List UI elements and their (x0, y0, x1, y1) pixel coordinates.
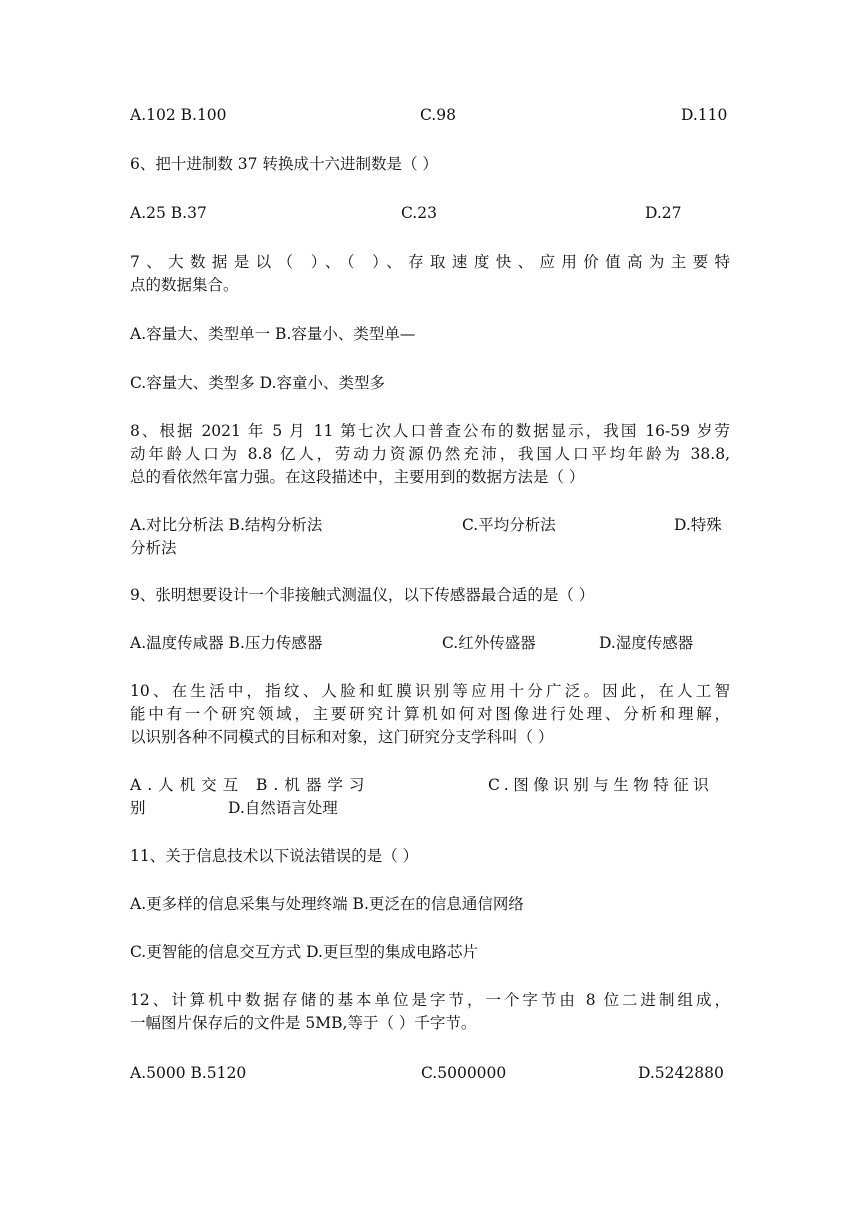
q10-option-a: A.人机交互 (130, 776, 245, 794)
q9-options-ab: A.温度传咸器 B.压力传感器 (130, 634, 323, 652)
q10-question-line3: 以识别各种不同模式的目标和对象，这门研究分支学科叫（ ） (130, 728, 554, 746)
q6-question: 6、把十进制数 37 转换成十六进制数是（ ） (130, 155, 438, 173)
q10-option-b: B.机器学习 (256, 776, 371, 794)
q10-question-line2: 能中有一个研究领域，主要研究计算机如何对图像进行处理、分析和理解， (130, 705, 730, 723)
q12-option-d: D.5242880 (638, 1064, 724, 1082)
q10-question-line1: 10、在生活中，指纹、人脸和虹膜识别等应用十分广泛。因此，在人工智 (130, 682, 730, 700)
q8-question-line1: 8、根据 2021 年 5 月 11 第七次人口普查公布的数据显示，我国 16-59 岁劳 (130, 422, 730, 440)
q12-question-line2: 一幅图片保存后的文件是 5MB,等于（ ）千字节。 (130, 1014, 477, 1032)
q8-options-ab: A.对比分析法 B.结构分析法 (130, 516, 323, 534)
q8-question-line3: 总的看依然年富力强。在这段描述中，主要用到的数据方法是（ ） (130, 468, 585, 486)
q11-question: 11、关于信息技术以下说法错误的是（ ） (130, 847, 419, 865)
q6-option-d: D.27 (645, 204, 682, 222)
q11-options-line1: A.更多样的信息采集与处理终端 B.更泛在的信息通信网络 (130, 895, 524, 913)
q11-options-line2: C.更智能的信息交互方式 D.更巨型的集成电路芯片 (130, 943, 478, 961)
q7-question-line1: 7、大数据是以（ ）、（ ）、存取速度快、应用价值高为主要特 (130, 253, 730, 271)
q8-option-d-cont: 分析法 (130, 539, 177, 557)
q10-option-c: C.图像识别与生物特征识 (488, 776, 714, 794)
q7-options-line2: C.容量大、类型多 D.容童小、类型多 (130, 374, 385, 392)
q7-question-line2: 点的数据集合。 (130, 276, 239, 294)
q6-options-ab: A.25 B.37 (130, 204, 207, 222)
q9-question: 9、张明想要设计一个非接触式测温仪，以下传感器最合适的是（ ） (130, 586, 595, 604)
q10-option-c-cont: 别 (130, 799, 146, 817)
q12-option-c: C.5000000 (421, 1064, 507, 1082)
q7-options-line1: A.容量大、类型单一 B.容量小、类型单— (130, 325, 416, 343)
q8-option-c: C.平均分析法 (462, 516, 556, 534)
q12-options-ab: A.5000 B.5120 (130, 1064, 247, 1082)
q10-option-d: D.自然语言处理 (228, 799, 338, 817)
q5-options-ab: A.102 B.100 (130, 106, 227, 124)
q8-question-line2: 动年龄人口为 8.8 亿人，劳动力资源仍然充沛，我国人口平均年龄为 38.8, (130, 445, 730, 463)
q5-option-c: C.98 (420, 106, 456, 124)
q8-option-d: D.特殊 (674, 516, 722, 534)
q9-option-c: C.红外传盛器 (442, 634, 536, 652)
q6-option-c: C.23 (401, 204, 437, 222)
q12-question-line1: 12、计算机中数据存储的基本单位是字节，一个字节由 8 位二进制组成， (130, 991, 730, 1009)
q5-option-d: D.110 (681, 106, 728, 124)
q9-option-d: D.湿度传感器 (599, 634, 694, 652)
